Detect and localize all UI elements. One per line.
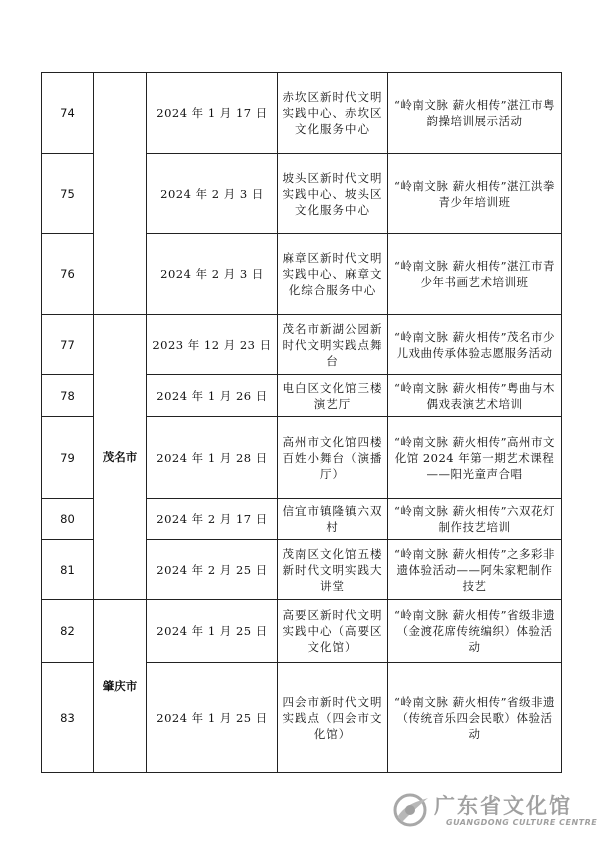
watermark-name-cn: 广东省文化馆 [434, 793, 572, 818]
row-number: 80 [42, 499, 94, 540]
event-activity: “岭南文脉 薪火相传”茂名市少儿戏曲传承体验志愿服务活动 [388, 315, 562, 375]
event-date: 2024 年 2 月 3 日 [147, 154, 278, 234]
culture-centre-watermark [388, 786, 598, 836]
event-date: 2024 年 2 月 3 日 [147, 234, 278, 315]
event-activity: “岭南文脉 薪火相传”高州市文化馆 2024 年第一期艺术课程——阳光童声合唱 [388, 417, 562, 499]
event-date: 2024 年 1 月 25 日 [147, 663, 278, 773]
row-number: 81 [42, 540, 94, 600]
event-venue: 高要区新时代文明实践中心（高要区文化馆） [278, 600, 388, 663]
city-cell-zhanjiang [94, 73, 147, 315]
event-venue: 电白区文化馆三楼演艺厅 [278, 375, 388, 417]
event-activity: “岭南文脉 薪火相传”省级非遗（金渡花席传统编织）体验活动 [388, 600, 562, 663]
table-row [42, 600, 562, 663]
event-venue: 信宜市镇隆镇六双村 [278, 499, 388, 540]
city-cell-maoming: 茂名市 [94, 315, 147, 600]
row-number: 82 [42, 600, 94, 663]
event-venue: 高州市文化馆四楼百姓小舞台（演播厅） [278, 417, 388, 499]
event-venue: 坡头区新时代文明实践中心、坡头区文化服务中心 [278, 154, 388, 234]
row-number: 76 [42, 234, 94, 315]
row-number: 74 [42, 73, 94, 154]
event-date: 2024 年 2 月 17 日 [147, 499, 278, 540]
watermark-name-en: GUANGDONG CULTURE CENTRE [446, 818, 598, 827]
event-activity: “岭南文脉 薪火相传”省级非遗（传统音乐四会民歌）体验活动 [388, 663, 562, 773]
event-activity: “岭南文脉 薪火相传”之多彩非遗体验活动——阿朱家粑制作技艺 [388, 540, 562, 600]
event-activity: “岭南文脉 薪火相传”湛江市粤韵操培训展示活动 [388, 73, 562, 154]
table-row [42, 315, 562, 375]
event-venue: 茂南区文化馆五楼新时代文明实践大讲堂 [278, 540, 388, 600]
event-date: 2024 年 1 月 26 日 [147, 375, 278, 417]
row-number: 77 [42, 315, 94, 375]
event-date: 2023 年 12 月 23 日 [147, 315, 278, 375]
event-venue: 赤坎区新时代文明实践中心、赤坎区文化服务中心 [278, 73, 388, 154]
event-date: 2024 年 1 月 17 日 [147, 73, 278, 154]
event-venue: 茂名市新湖公园新时代文明实践点舞台 [278, 315, 388, 375]
row-number: 79 [42, 417, 94, 499]
event-activity: “岭南文脉 薪火相传”粤曲与木偶戏表演艺术培训 [388, 375, 562, 417]
row-number: 78 [42, 375, 94, 417]
event-venue: 麻章区新时代文明实践中心、麻章文化综合服务中心 [278, 234, 388, 315]
event-date: 2024 年 1 月 25 日 [147, 600, 278, 663]
row-number: 83 [42, 663, 94, 773]
table-row [42, 73, 562, 154]
event-venue: 四会市新时代文明实践点（四会市文化馆） [278, 663, 388, 773]
row-number: 75 [42, 154, 94, 234]
event-date: 2024 年 1 月 28 日 [147, 417, 278, 499]
event-activity: “岭南文脉 薪火相传”湛江市青少年书画艺术培训班 [388, 234, 562, 315]
event-activity: “岭南文脉 薪火相传”湛江洪拳青少年培训班 [388, 154, 562, 234]
city-cell-zhaoqing: 肇庆市 [94, 600, 147, 773]
event-date: 2024 年 2 月 25 日 [147, 540, 278, 600]
event-activity: “岭南文脉 薪火相传”六双花灯制作技艺培训 [388, 499, 562, 540]
activity-schedule-table [41, 72, 562, 773]
culture-centre-logo-icon [388, 790, 434, 830]
